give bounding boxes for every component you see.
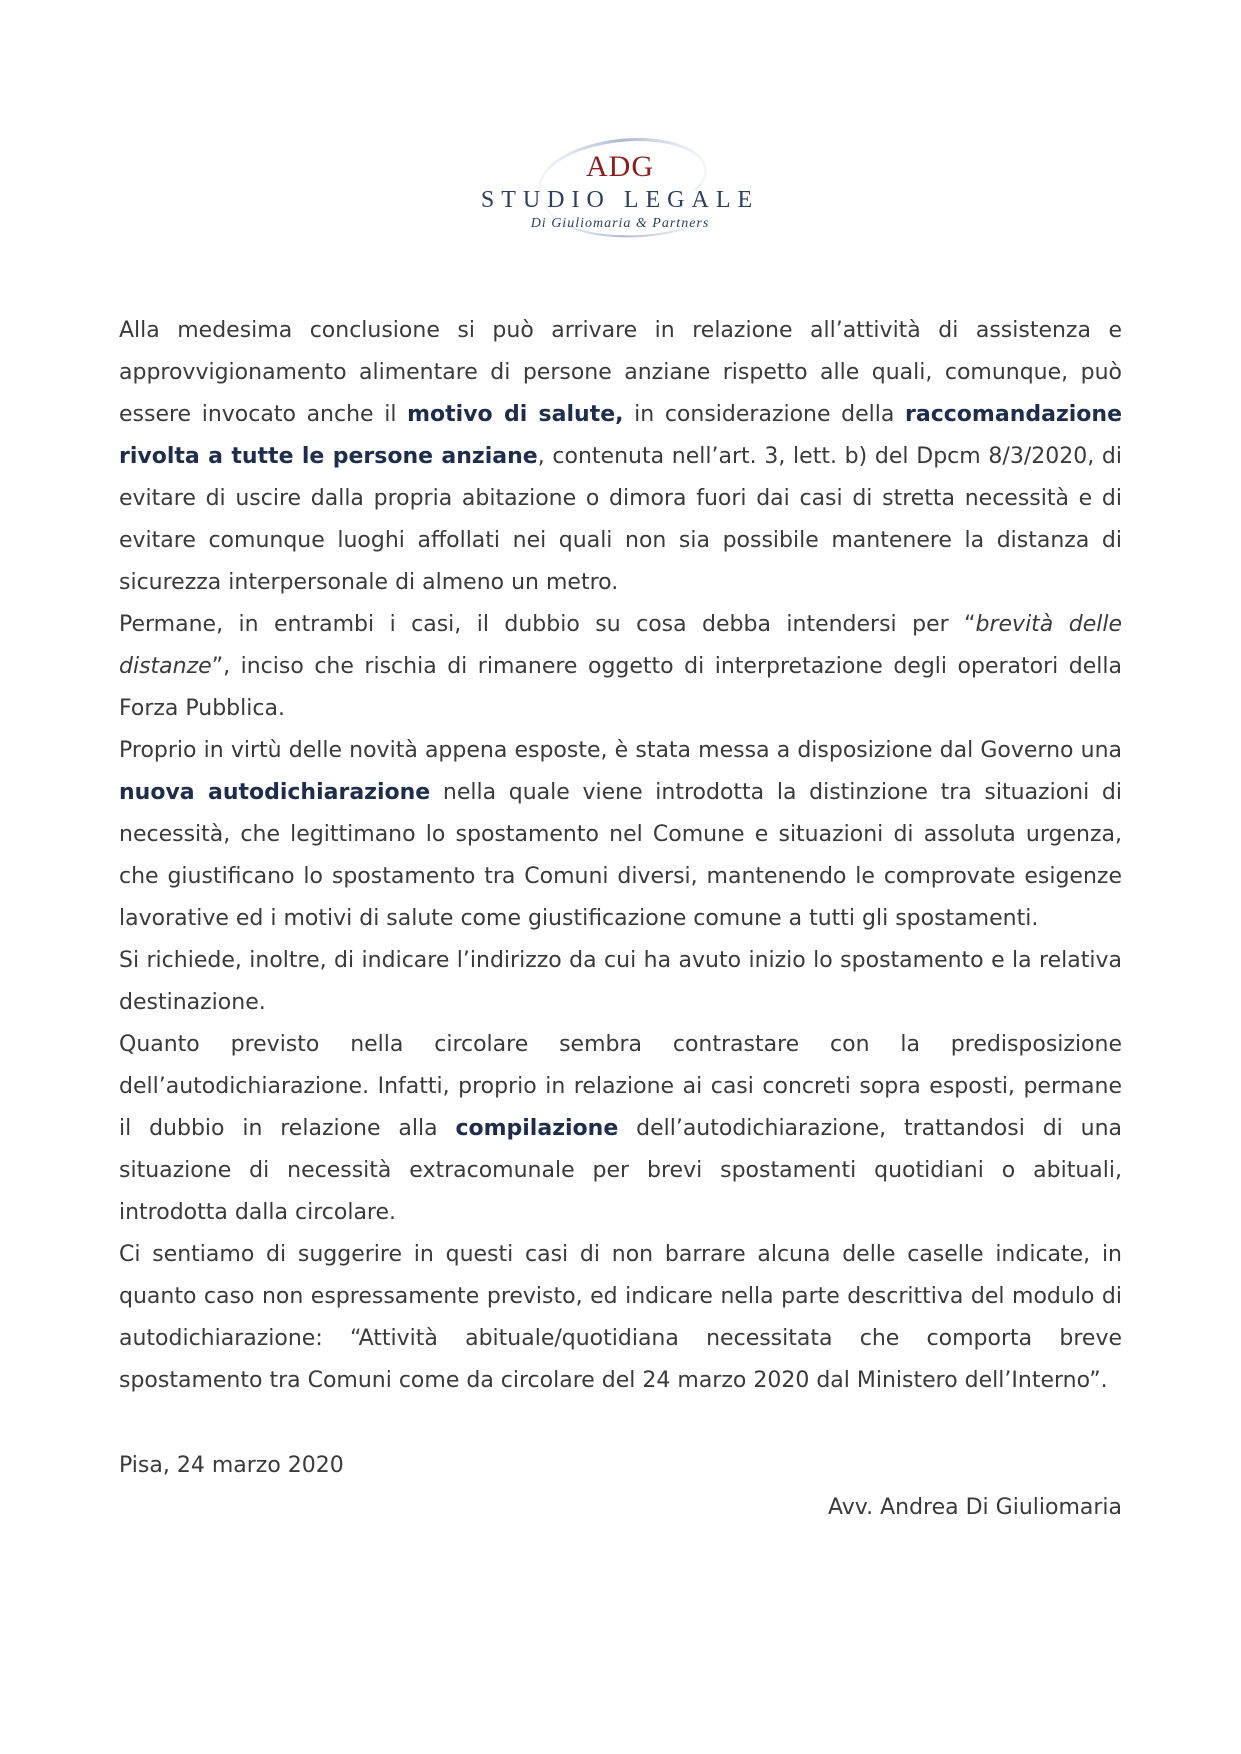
bold-text: nuova autodichiarazione bbox=[119, 780, 431, 805]
text-segment: nella quale viene introdotta la distinzione tra situazioni di necessità, che legittimano lo spostamento nel Comune e situazioni di assoluta urgenza, che giustificano lo spostamento tra Comuni diversi, mantenendo le comprovate esigenze lavorative ed i motivi di salute come giustificazione comune a tutti gli spostamenti. bbox=[119, 780, 1122, 931]
body-paragraph bbox=[119, 310, 1122, 604]
body-paragraph bbox=[119, 940, 1122, 1024]
text-segment: Alla medesima conclusione si può arrivare in relazione all’attività di assistenza e approvvigionamento alimentare di persone anziane rispetto alle quali, comunque, può essere invocato anche il bbox=[119, 318, 1122, 427]
body-paragraph bbox=[119, 730, 1122, 940]
body-paragraph bbox=[119, 1234, 1122, 1402]
signature: Avv. Andrea Di Giuliomaria bbox=[828, 1495, 1122, 1520]
bold-text: raccomandazione rivolta a tutte le persone anziane bbox=[119, 402, 1122, 469]
place-date: Pisa, 24 marzo 2020 bbox=[119, 1453, 344, 1478]
logo-initials: ADG bbox=[586, 150, 654, 183]
text-segment: Permane, in entrambi i casi, il dubbio su cosa debba intendersi per “ bbox=[119, 612, 976, 637]
text-segment: Quanto previsto nella circolare sembra contrastare con la predisposizione dell’autodichiarazione. Infatti, proprio in relazione ai casi concreti sopra esposti, permane il dubbio in relazione alla bbox=[119, 1032, 1122, 1141]
italic-text: brevità delle distanze bbox=[119, 612, 1122, 679]
text-segment: ”, inciso che rischia di rimanere oggetto di interpretazione degli operatori della Forza Pubblica. bbox=[119, 654, 1122, 721]
text-segment: in considerazione della bbox=[623, 402, 906, 427]
logo-tagline: Di Giuliomaria & Partners bbox=[530, 216, 710, 231]
body-paragraph bbox=[119, 604, 1122, 730]
text-segment: Ci sentiamo di suggerire in questi casi di non barrare alcuna delle caselle indicate, in quanto caso non espressamente previsto, ed indicare nella parte descrittiva del modulo di autodichiarazione: “Attività abituale/quotidiana necessitata che comporta breve spostamento tra Comuni come da circolare del 24 marzo 2020 dal Ministero dell’Interno”. bbox=[119, 1242, 1122, 1393]
letter-body bbox=[119, 310, 1122, 1402]
text-segment: dell’autodichiarazione, trattandosi di una situazione di necessità extracomunale per brevi spostamenti quotidiani o abituali, introdotta dalla circolare. bbox=[119, 1116, 1122, 1225]
bold-text: compilazione bbox=[455, 1116, 619, 1141]
bold-text: motivo di salute, bbox=[407, 402, 624, 427]
text-segment: Proprio in virtù delle novità appena esposte, è stata messa a disposizione dal Governo una bbox=[119, 738, 1122, 763]
letterhead-logo bbox=[450, 128, 790, 248]
text-segment: , contenuta nell’art. 3, lett. b) del Dpcm 8/3/2020, di evitare di uscire dalla propria abitazione o dimora fuori dai casi di stretta necessità e di evitare comunque luoghi affollati nei quali non sia possibile mantenere la distanza di sicurezza interpersonale di almeno un metro. bbox=[119, 444, 1123, 595]
logo-firm-name: STUDIO LEGALE bbox=[480, 187, 760, 213]
body-paragraph bbox=[119, 1024, 1122, 1234]
text-segment: Si richiede, inoltre, di indicare l’indirizzo da cui ha avuto inizio lo spostamento e la relativa destinazione. bbox=[119, 948, 1122, 1015]
